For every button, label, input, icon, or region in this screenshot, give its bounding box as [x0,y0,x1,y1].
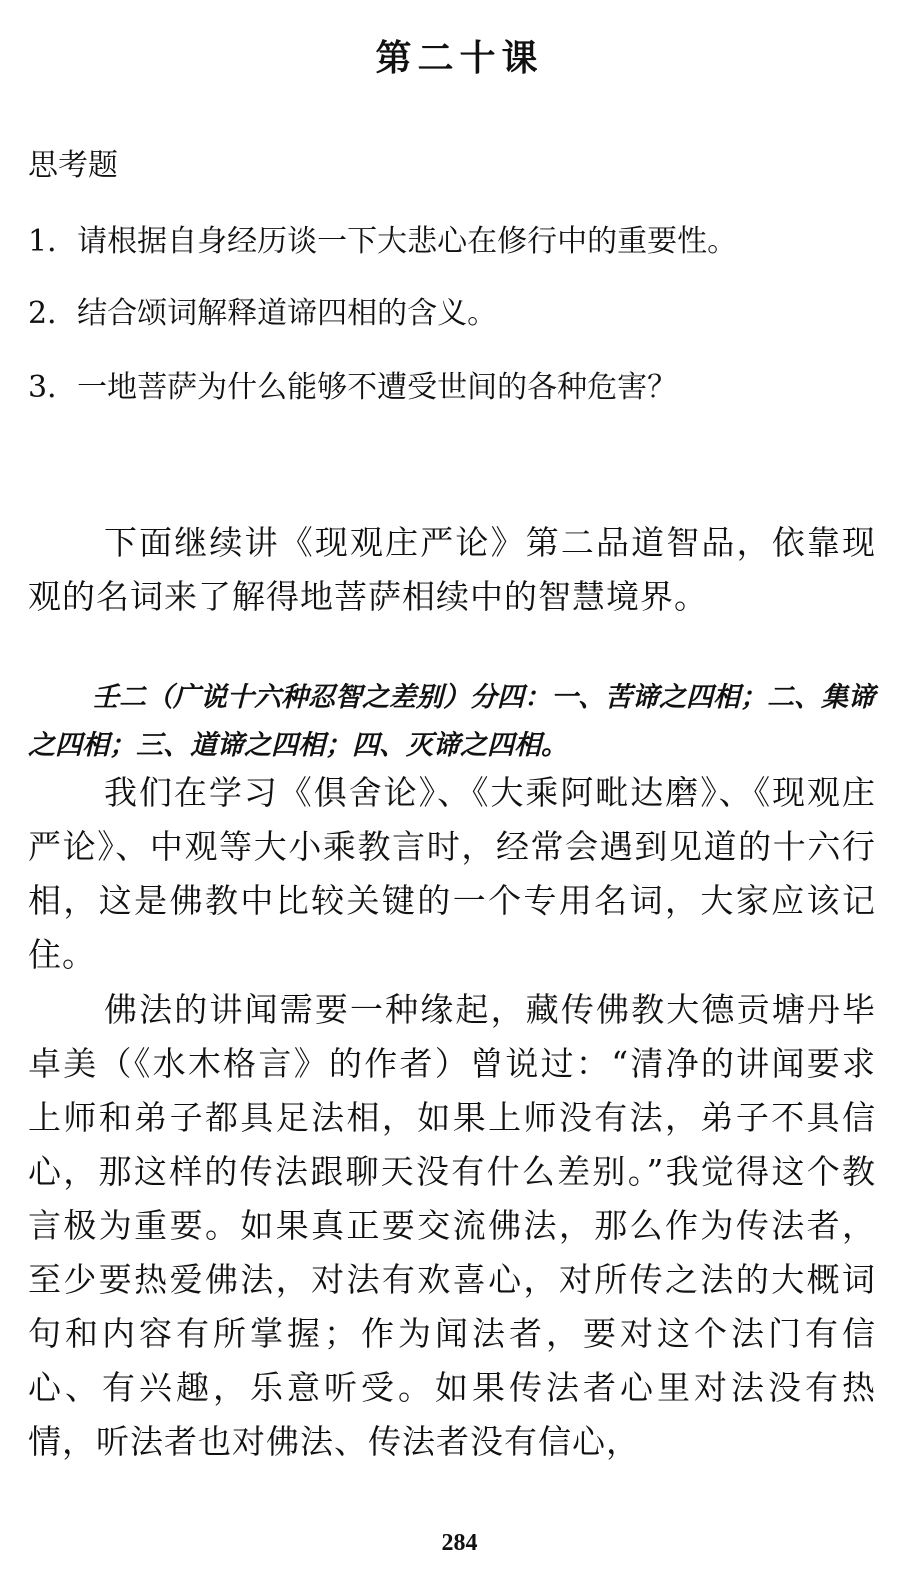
lesson-title: 第二十课 [375,37,544,79]
questions-heading: 思考题 [28,148,118,183]
section-outline-heading: 壬二（广说十六种忍智之差别）分四：一、苦谛之四相；二、集谛之四相；三、道谛之四相；四、灭谛之四相。 [28,682,875,761]
body-paragraph: 我们在学习《俱舍论》、《大乘阿毗达磨》、《现观庄严论》、中观等大小乘教言时，经常会遇到见道的十六行相，这是佛教中比较关键的一个专用名词，大家应该记住。 [28,773,876,974]
question-item: 2．结合颂词解释道谛四相的含义。 [28,296,498,331]
page-number: 284 [441,1530,478,1556]
body-paragraph: 佛法的讲闻需要一种缘起，藏传佛教大德贡塘丹毕卓美（《水木格言》的作者）曾说过：“清净的讲闻要求上师和弟子都具足法相，如果上师没有法，弟子不具信心，那这样的传法跟聊天没有什么差别。”我觉得这个教言极为重要。如果真正要交流佛法，那么作为传法者，至少要热爱佛法，对法有欢喜心，对所传之法的大概词句和内容有所掌握；作为闻法者，要对这个法门有信心、有兴趣，乐意听受。如果传法者心里对法没有热情，听法者也对佛法、传法者没有信心， [28,990,876,1461]
intro-paragraph: 下面继续讲《现观庄严论》第二品道智品，依靠现观的名词来了解得地菩萨相续中的智慧境界。 [28,523,876,616]
question-item: 3．一地菩萨为什么能够不遭受世间的各种危害？ [28,370,678,405]
question-item: 1．请根据自身经历谈一下大悲心在修行中的重要性。 [28,224,738,259]
